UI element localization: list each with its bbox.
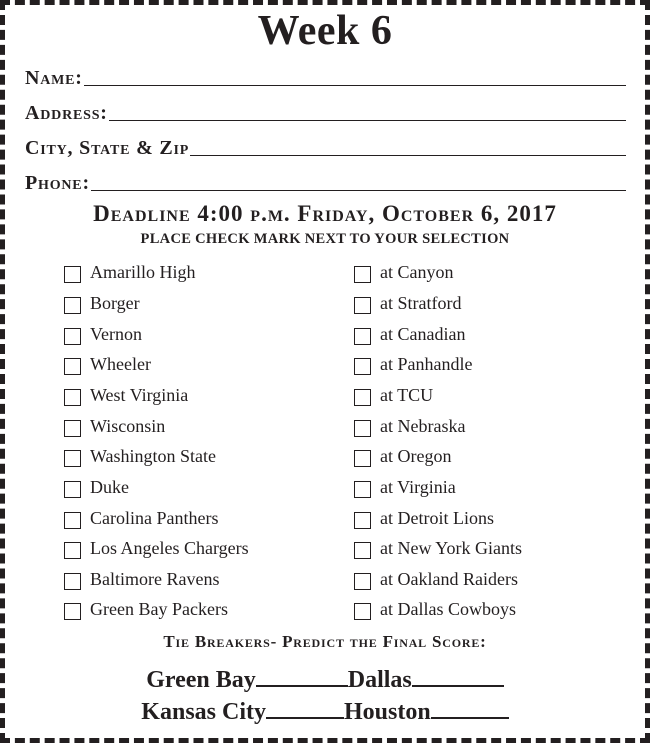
tiebreaker-team: Kansas City — [141, 699, 266, 725]
pick-home[interactable] — [64, 381, 188, 409]
team-label: at Canyon — [380, 262, 454, 282]
city-state-zip-field[interactable] — [25, 130, 626, 160]
checkbox[interactable] — [354, 266, 371, 283]
team-label: at Panhandle — [380, 354, 473, 374]
pick-away[interactable] — [354, 442, 451, 470]
name-line[interactable] — [84, 84, 626, 86]
checkbox[interactable] — [354, 573, 371, 590]
checkbox[interactable] — [354, 512, 371, 529]
team-label: Washington State — [90, 446, 217, 466]
pick-home[interactable] — [64, 412, 165, 440]
team-label: Amarillo High — [90, 262, 196, 282]
checkbox[interactable] — [64, 297, 81, 314]
pick-home[interactable] — [64, 473, 129, 501]
tiebreaker-team: Dallas — [347, 667, 412, 693]
game-row — [0, 381, 650, 409]
game-row — [0, 289, 650, 317]
checkbox[interactable] — [64, 512, 81, 529]
checkbox[interactable] — [354, 481, 371, 498]
pick-home[interactable] — [64, 289, 140, 317]
game-row — [0, 442, 650, 470]
checkbox[interactable] — [64, 542, 81, 559]
page-title: Week 6 — [257, 8, 393, 54]
name-label: Name: — [25, 67, 83, 89]
team-label: Duke — [90, 477, 129, 497]
team-label: at Virginia — [380, 477, 456, 497]
game-row — [0, 595, 650, 623]
team-label: at Dallas Cowboys — [380, 599, 516, 619]
checkbox[interactable] — [64, 389, 81, 406]
tiebreaker-team: Houston — [343, 699, 431, 725]
checkbox[interactable] — [354, 297, 371, 314]
pick-away[interactable] — [354, 595, 516, 623]
checkbox[interactable] — [64, 603, 81, 620]
team-label: at Oakland Raiders — [380, 569, 518, 589]
game-row — [0, 473, 650, 501]
pick-away[interactable] — [354, 320, 465, 348]
team-label: Wheeler — [90, 354, 151, 374]
pick-away[interactable] — [354, 350, 472, 378]
pick-home[interactable] — [64, 504, 218, 532]
tiebreaker-line-2 — [0, 697, 650, 727]
pick-away[interactable] — [354, 565, 518, 593]
score-blank[interactable] — [266, 697, 344, 719]
game-row — [0, 534, 650, 562]
pick-away[interactable] — [354, 534, 522, 562]
checkbox[interactable] — [354, 450, 371, 467]
phone-field[interactable] — [25, 165, 626, 195]
team-label: Wisconsin — [90, 416, 166, 436]
team-label: West Virginia — [90, 385, 189, 405]
checkbox[interactable] — [354, 328, 371, 345]
pick-home[interactable] — [64, 442, 216, 470]
name-field[interactable] — [25, 60, 626, 90]
game-row — [0, 565, 650, 593]
pick-home[interactable] — [64, 565, 219, 593]
phone-label: Phone: — [25, 172, 90, 194]
score-blank[interactable] — [412, 665, 504, 687]
checkbox[interactable] — [64, 420, 81, 437]
pick-home[interactable] — [64, 595, 228, 623]
address-line[interactable] — [109, 119, 626, 121]
team-label: at Stratford — [380, 293, 462, 313]
game-row — [0, 258, 650, 286]
checkbox[interactable] — [64, 573, 81, 590]
team-label: Los Angeles Chargers — [90, 538, 249, 558]
pick-home[interactable] — [64, 320, 142, 348]
city-state-zip-label: City, State & Zip — [25, 137, 190, 159]
pick-away[interactable] — [354, 412, 465, 440]
team-label: Baltimore Ravens — [90, 569, 220, 589]
checkbox[interactable] — [64, 481, 81, 498]
city-state-zip-line[interactable] — [190, 154, 626, 156]
checkbox[interactable] — [354, 542, 371, 559]
pick-away[interactable] — [354, 504, 494, 532]
pick-home[interactable] — [64, 258, 196, 286]
pick-away[interactable] — [354, 473, 456, 501]
team-label: at TCU — [380, 385, 434, 405]
checkbox[interactable] — [64, 328, 81, 345]
team-label: at Oregon — [380, 446, 452, 466]
phone-line[interactable] — [91, 189, 626, 191]
team-label: at Detroit Lions — [380, 508, 494, 528]
game-row — [0, 320, 650, 348]
pick-away[interactable] — [354, 381, 433, 409]
score-blank[interactable] — [256, 665, 348, 687]
tiebreaker-team: Green Bay — [146, 667, 256, 693]
checkbox[interactable] — [354, 420, 371, 437]
game-row — [0, 350, 650, 378]
pick-away[interactable] — [354, 258, 454, 286]
checkbox[interactable] — [354, 389, 371, 406]
tiebreaker-line-1 — [0, 665, 650, 695]
team-label: at Nebraska — [380, 416, 466, 436]
team-label: at Canadian — [380, 324, 466, 344]
team-label: Carolina Panthers — [90, 508, 219, 528]
deadline-text: Deadline 4:00 p.m. Friday, October 6, 2017 — [93, 201, 557, 226]
team-label: Green Bay Packers — [90, 599, 228, 619]
checkbox[interactable] — [64, 450, 81, 467]
pick-home[interactable] — [64, 350, 151, 378]
checkbox[interactable] — [354, 603, 371, 620]
game-row — [0, 504, 650, 532]
checkbox[interactable] — [354, 358, 371, 375]
team-label: Vernon — [90, 324, 142, 344]
checkbox[interactable] — [64, 358, 81, 375]
pick-away[interactable] — [354, 289, 461, 317]
address-label: Address: — [25, 102, 108, 124]
tiebreaker-heading: Tie Breakers- Predict the Final Score: — [163, 632, 487, 651]
game-row — [0, 412, 650, 440]
checkbox[interactable] — [64, 266, 81, 283]
score-blank[interactable] — [431, 697, 509, 719]
team-label: at New York Giants — [380, 538, 522, 558]
address-field[interactable] — [25, 95, 626, 125]
pick-home[interactable] — [64, 534, 249, 562]
team-label: Borger — [90, 293, 140, 313]
instructions-text: PLACE CHECK MARK NEXT TO YOUR SELECTION — [140, 231, 510, 247]
